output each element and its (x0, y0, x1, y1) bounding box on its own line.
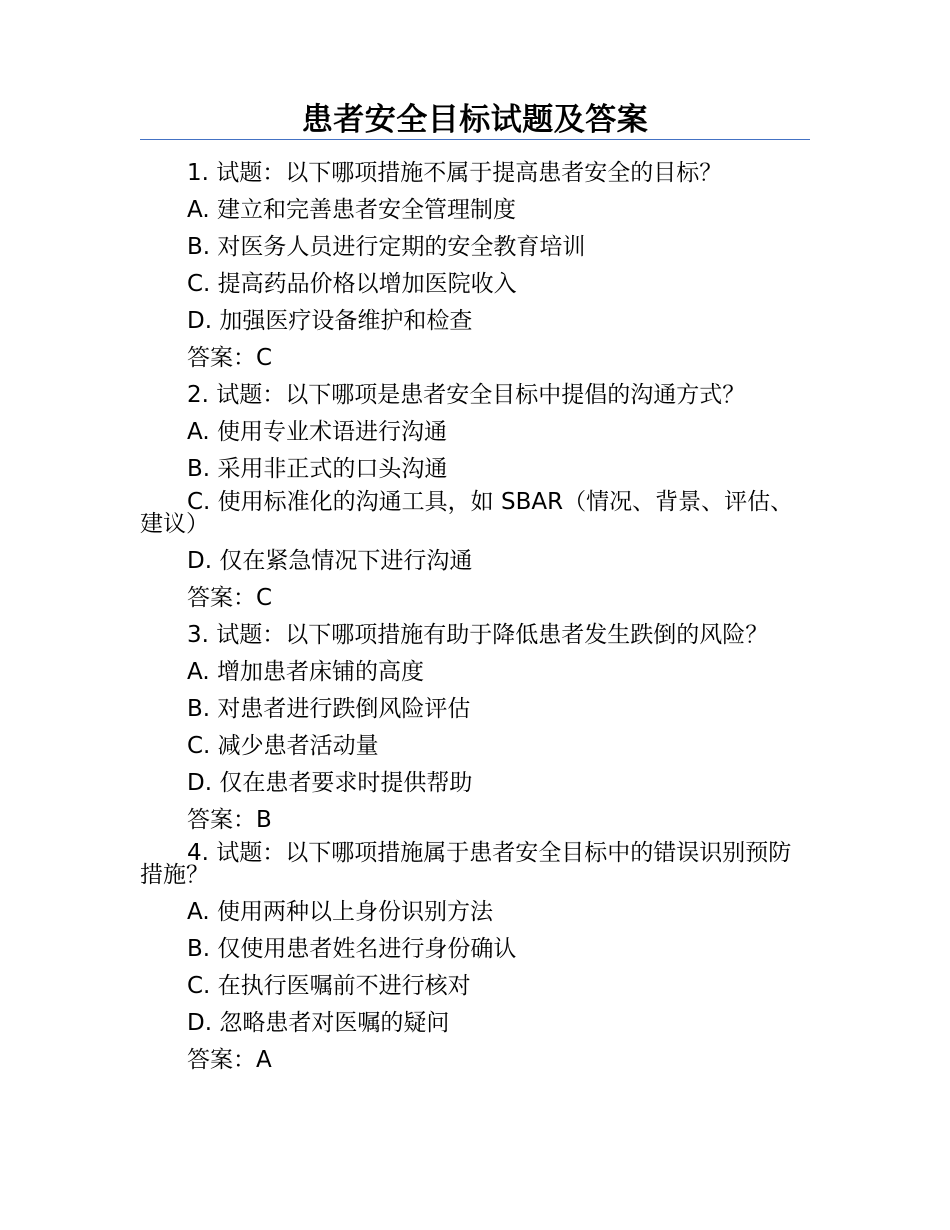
answer-text: 答案：C (187, 585, 273, 611)
option-a: A. 增加患者床铺的高度 (187, 659, 424, 685)
option-d: D. 忽略患者对医嘱的疑问 (187, 1010, 450, 1036)
option-d: D. 加强医疗设备维护和检查 (187, 308, 473, 334)
title-underline (140, 139, 810, 140)
option-d: D. 仅在紧急情况下进行沟通 (187, 548, 473, 574)
option-b: B. 采用非正式的口头沟通 (187, 456, 448, 482)
option-c: C. 使用标准化的沟通工具，如 SBAR（情况、背景、评估、建议） (140, 489, 794, 537)
answer-text: 答案：A (187, 1047, 272, 1073)
question-text: 4. 试题：以下哪项措施属于患者安全目标中的错误识别预防措施？ (140, 840, 792, 888)
answer-text: 答案：B (187, 807, 272, 833)
question-text: 2. 试题：以下哪项是患者安全目标中提倡的沟通方式？ (187, 382, 746, 408)
option-a: A. 使用专业术语进行沟通 (187, 419, 447, 445)
question-text: 1. 试题：以下哪项措施不属于提高患者安全的目标？ (187, 160, 723, 186)
option-a: A. 使用两种以上身份识别方法 (187, 899, 493, 925)
option-d: D. 仅在患者要求时提供帮助 (187, 770, 473, 796)
option-c: C. 提高药品价格以增加医院收入 (187, 271, 517, 297)
option-c: C. 减少患者活动量 (187, 733, 379, 759)
option-b: B. 对医务人员进行定期的安全教育培训 (187, 234, 586, 260)
option-b: B. 仅使用患者姓名进行身份确认 (187, 936, 517, 962)
question-block-3 (140, 617, 810, 839)
document-body (140, 155, 810, 1079)
answer-text: 答案：C (187, 345, 273, 371)
question-block-2 (140, 377, 810, 617)
question-block-1 (140, 155, 810, 377)
option-b: B. 对患者进行跌倒风险评估 (187, 696, 471, 722)
option-c: C. 在执行医嘱前不进行核对 (187, 973, 471, 999)
document-title: 患者安全目标试题及答案 (301, 102, 649, 138)
question-block-4 (140, 839, 810, 1079)
question-text: 3. 试题：以下哪项措施有助于降低患者发生跌倒的风险？ (187, 622, 769, 648)
option-a: A. 建立和完善患者安全管理制度 (187, 197, 516, 223)
